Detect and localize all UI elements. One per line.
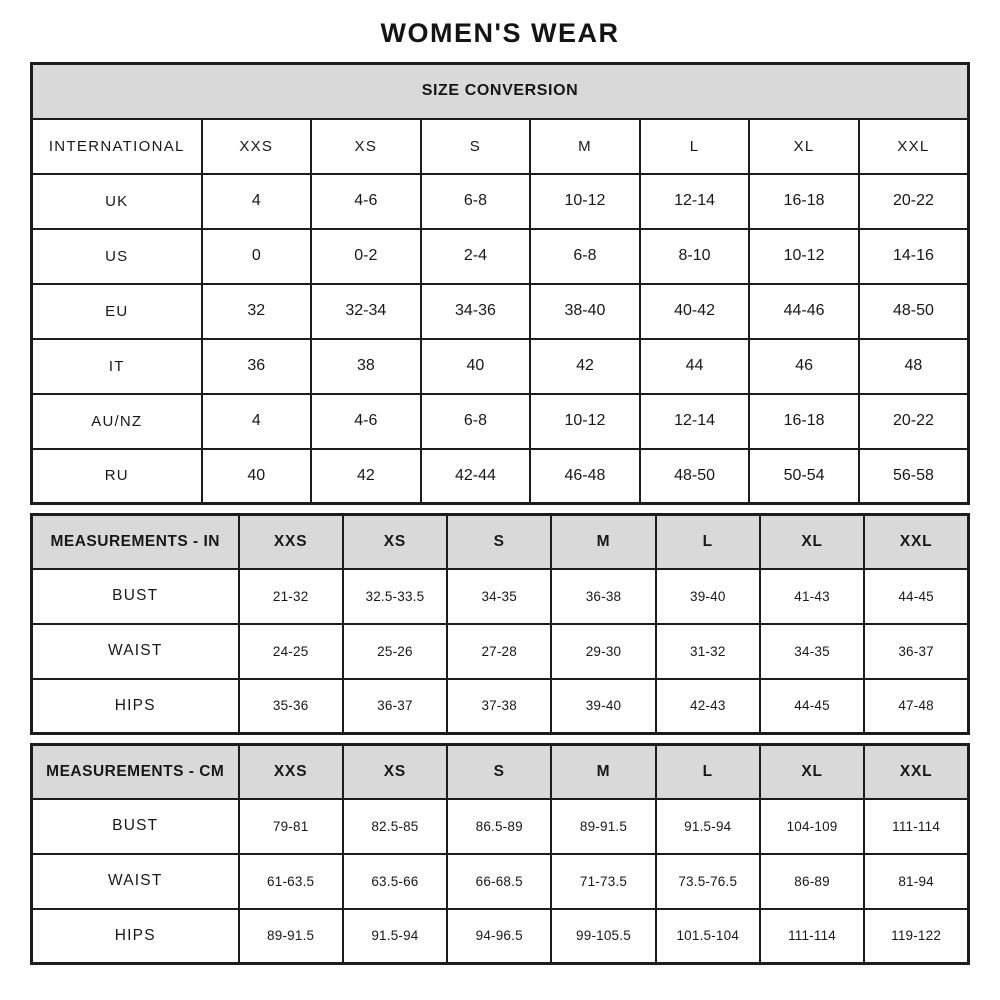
size-column-header: XXS — [239, 745, 343, 799]
table-label: MEASUREMENTS - IN — [32, 515, 239, 569]
row-label: EU — [32, 284, 202, 339]
value-cell: 29-30 — [551, 624, 655, 679]
value-cell: 42-44 — [421, 449, 531, 504]
value-cell: 86.5-89 — [447, 799, 551, 854]
value-cell: 38 — [311, 339, 421, 394]
value-cell: 91.5-94 — [343, 909, 447, 964]
table-row — [32, 394, 969, 449]
size-column-header: XS — [311, 119, 421, 174]
value-cell: 10-12 — [530, 174, 640, 229]
value-cell: 6-8 — [421, 394, 531, 449]
value-cell: 89-91.5 — [239, 909, 343, 964]
value-cell: 44 — [640, 339, 750, 394]
row-label: WAIST — [32, 624, 239, 679]
value-cell: 86-89 — [760, 854, 864, 909]
value-cell: 0-2 — [311, 229, 421, 284]
value-cell: 4 — [202, 174, 312, 229]
table-row — [32, 339, 969, 394]
value-cell: 94-96.5 — [447, 909, 551, 964]
value-cell: 20-22 — [859, 174, 969, 229]
row-label: IT — [32, 339, 202, 394]
value-cell: 111-114 — [864, 799, 968, 854]
value-cell: 48-50 — [640, 449, 750, 504]
value-cell: 61-63.5 — [239, 854, 343, 909]
size-column-header: XL — [749, 119, 859, 174]
value-cell: 34-35 — [760, 624, 864, 679]
value-cell: 16-18 — [749, 174, 859, 229]
value-cell: 104-109 — [760, 799, 864, 854]
value-cell: 56-58 — [859, 449, 969, 504]
value-cell: 20-22 — [859, 394, 969, 449]
value-cell: 63.5-66 — [343, 854, 447, 909]
value-cell: 50-54 — [749, 449, 859, 504]
value-cell: 36 — [202, 339, 312, 394]
value-cell: 2-4 — [421, 229, 531, 284]
table-label: MEASUREMENTS - CM — [32, 745, 239, 799]
value-cell: 73.5-76.5 — [656, 854, 760, 909]
value-cell: 40 — [202, 449, 312, 504]
value-cell: 34-36 — [421, 284, 531, 339]
table-row — [32, 909, 969, 964]
value-cell: 71-73.5 — [551, 854, 655, 909]
value-cell: 82.5-85 — [343, 799, 447, 854]
size-column-header: XL — [760, 745, 864, 799]
value-cell: 66-68.5 — [447, 854, 551, 909]
value-cell: 21-32 — [239, 569, 343, 624]
table-title: SIZE CONVERSION — [32, 64, 969, 119]
value-cell: 91.5-94 — [656, 799, 760, 854]
size-column-header: XS — [343, 745, 447, 799]
size-column-header: M — [530, 119, 640, 174]
value-cell: 42 — [311, 449, 421, 504]
table-row — [32, 624, 969, 679]
table-row — [32, 679, 969, 734]
value-cell: 8-10 — [640, 229, 750, 284]
value-cell: 42 — [530, 339, 640, 394]
value-cell: 10-12 — [530, 394, 640, 449]
row-label: BUST — [32, 569, 239, 624]
table-row — [32, 799, 969, 854]
table-row — [32, 569, 969, 624]
size-column-header: S — [447, 745, 551, 799]
value-cell: 38-40 — [530, 284, 640, 339]
size-column-header: XXL — [859, 119, 969, 174]
row-label: AU/NZ — [32, 394, 202, 449]
value-cell: 6-8 — [421, 174, 531, 229]
size-column-header: XXL — [864, 745, 968, 799]
table-label: INTERNATIONAL — [32, 119, 202, 174]
row-label: HIPS — [32, 909, 239, 964]
value-cell: 36-38 — [551, 569, 655, 624]
table-title-row — [32, 64, 969, 119]
size-column-header: XXS — [202, 119, 312, 174]
row-label: US — [32, 229, 202, 284]
value-cell: 25-26 — [343, 624, 447, 679]
row-label: BUST — [32, 799, 239, 854]
size-column-header: XXL — [864, 515, 968, 569]
value-cell: 24-25 — [239, 624, 343, 679]
size-column-header: XL — [760, 515, 864, 569]
value-cell: 32 — [202, 284, 312, 339]
row-label: WAIST — [32, 854, 239, 909]
value-cell: 4-6 — [311, 174, 421, 229]
header-row — [32, 745, 969, 799]
table-row — [32, 854, 969, 909]
value-cell: 16-18 — [749, 394, 859, 449]
value-cell: 40 — [421, 339, 531, 394]
value-cell: 89-91.5 — [551, 799, 655, 854]
value-cell: 44-46 — [749, 284, 859, 339]
size-column-header: M — [551, 745, 655, 799]
value-cell: 4 — [202, 394, 312, 449]
value-cell: 37-38 — [447, 679, 551, 734]
value-cell: 31-32 — [656, 624, 760, 679]
size-column-header: S — [421, 119, 531, 174]
size-column-header: XS — [343, 515, 447, 569]
measurements-in-table — [30, 513, 970, 735]
value-cell: 44-45 — [864, 569, 968, 624]
row-label: RU — [32, 449, 202, 504]
header-row — [32, 119, 969, 174]
size-column-header: L — [656, 745, 760, 799]
value-cell: 40-42 — [640, 284, 750, 339]
value-cell: 47-48 — [864, 679, 968, 734]
value-cell: 41-43 — [760, 569, 864, 624]
page-title: WOMEN'S WEAR — [380, 18, 620, 48]
size-column-header: S — [447, 515, 551, 569]
value-cell: 48 — [859, 339, 969, 394]
value-cell: 79-81 — [239, 799, 343, 854]
value-cell: 34-35 — [447, 569, 551, 624]
value-cell: 14-16 — [859, 229, 969, 284]
size-column-header: XXS — [239, 515, 343, 569]
value-cell: 99-105.5 — [551, 909, 655, 964]
value-cell: 42-43 — [656, 679, 760, 734]
value-cell: 4-6 — [311, 394, 421, 449]
size-column-header: M — [551, 515, 655, 569]
row-label: UK — [32, 174, 202, 229]
header-row — [32, 515, 969, 569]
value-cell: 32.5-33.5 — [343, 569, 447, 624]
table-row — [32, 449, 969, 504]
value-cell: 119-122 — [864, 909, 968, 964]
table-row — [32, 174, 969, 229]
row-label: HIPS — [32, 679, 239, 734]
table-row — [32, 284, 969, 339]
value-cell: 101.5-104 — [656, 909, 760, 964]
value-cell: 81-94 — [864, 854, 968, 909]
size-column-header: L — [656, 515, 760, 569]
value-cell: 35-36 — [239, 679, 343, 734]
size-column-header: L — [640, 119, 750, 174]
value-cell: 27-28 — [447, 624, 551, 679]
measurements-cm-table — [30, 743, 970, 965]
value-cell: 0 — [202, 229, 312, 284]
value-cell: 12-14 — [640, 174, 750, 229]
value-cell: 10-12 — [749, 229, 859, 284]
value-cell: 12-14 — [640, 394, 750, 449]
value-cell: 36-37 — [343, 679, 447, 734]
value-cell: 46 — [749, 339, 859, 394]
value-cell: 48-50 — [859, 284, 969, 339]
value-cell: 44-45 — [760, 679, 864, 734]
value-cell: 6-8 — [530, 229, 640, 284]
value-cell: 46-48 — [530, 449, 640, 504]
value-cell: 39-40 — [551, 679, 655, 734]
value-cell: 36-37 — [864, 624, 968, 679]
value-cell: 111-114 — [760, 909, 864, 964]
size-conversion-table — [30, 62, 970, 505]
value-cell: 39-40 — [656, 569, 760, 624]
value-cell: 32-34 — [311, 284, 421, 339]
table-row — [32, 229, 969, 284]
